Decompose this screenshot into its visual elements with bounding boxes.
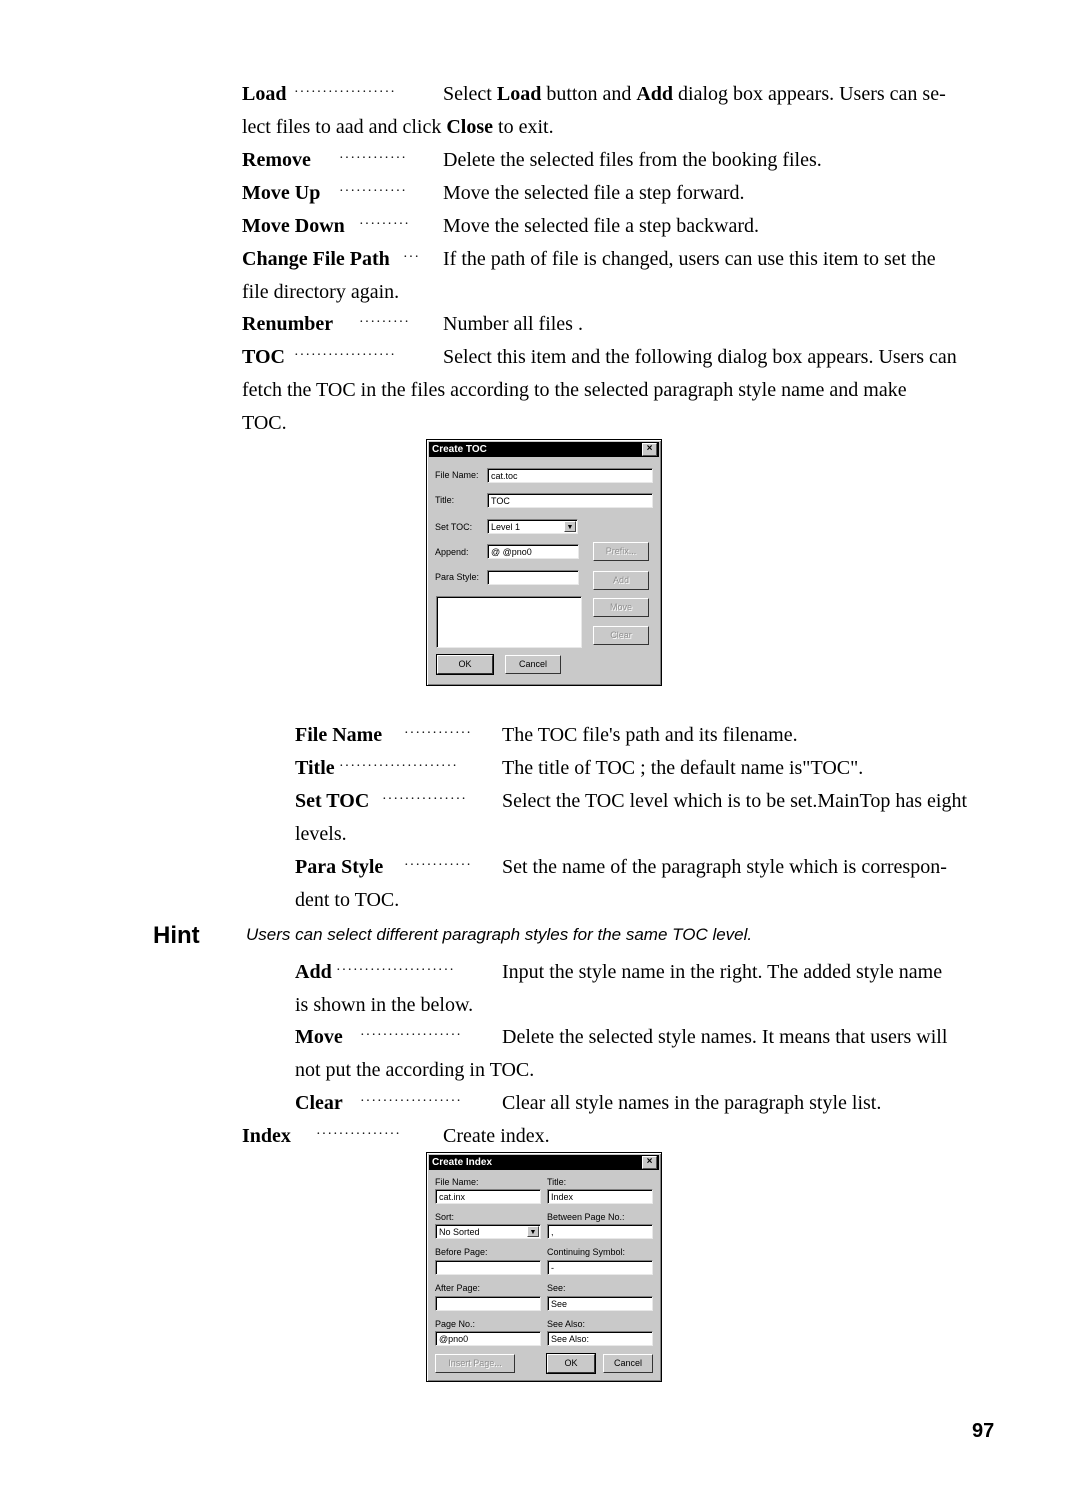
term-para-style: Para Style [295,856,384,878]
cancel-button[interactable]: Cancel [603,1354,653,1373]
leader-dots: ············ [339,151,407,166]
term-change-file-path: Change File Path [242,248,390,270]
file-name-field[interactable]: cat.toc [487,468,653,483]
desc-set-toc: Select the TOC level which is to be set.MainTop has eight [502,790,967,812]
chevron-down-icon[interactable]: ▼ [527,1226,539,1237]
leader-dots: ··············· [316,1127,401,1142]
chevron-down-icon[interactable]: ▼ [564,521,576,532]
leader-dots: ·················· [360,1094,462,1109]
desc-load: Select Load button and Add dialog box appears. Users can se- [443,83,946,105]
desc-add-continued: is shown in the below. [295,994,474,1016]
desc-add: Input the style name in the right. The added style name [502,961,943,983]
term-renumber: Renumber [242,313,334,335]
desc-move-down: Move the selected file a step backward. [443,215,759,237]
set-toc-label: Set TOC: [435,522,473,532]
term-index: Index [242,1125,291,1147]
entry-set-toc [295,785,1002,818]
continuing-symbol-label: Continuing Symbol: [547,1247,626,1257]
set-toc-select[interactable] [487,519,578,534]
append-label: Append: [435,547,469,557]
before-page-label: Before Page: [435,1247,488,1257]
between-page-label: Between Page No.: [547,1212,625,1222]
hint-text: Users can select different paragraph styles for the same TOC level. [246,925,753,944]
term-file-name: File Name [295,724,383,746]
leader-dots: ··············· [382,792,467,807]
para-style-list[interactable] [436,596,582,648]
create-toc-dialog [426,439,662,686]
leader-dots: ·················· [360,1028,462,1043]
desc-toc-continued: fetch the TOC in the files according to the selected paragraph style name and make [242,379,907,401]
title-field[interactable]: Index [547,1189,653,1204]
title-label: Title: [435,495,455,505]
entry-renumber [242,308,1002,341]
entry-add [295,956,1002,989]
page-number: 97 [972,1420,995,1442]
insert-page-button[interactable]: Insert Page... [435,1354,515,1373]
desc-change-file-path-continued: file directory again. [242,281,400,303]
desc-renumber: Number all files . [443,313,583,335]
para-style-field[interactable] [487,570,579,585]
desc-clear: Clear all style names in the paragraph style list. [502,1092,882,1114]
desc-title: The title of TOC ; the default name is"TOC". [502,757,864,779]
continuing-symbol-field[interactable]: - [547,1260,653,1275]
entry-remove [242,144,1002,177]
prefix-button[interactable]: Prefix... [593,542,649,561]
desc-move-continued: not put the according in TOC. [295,1059,535,1081]
see-label: See: [547,1283,566,1293]
entry-para-style [295,851,1002,884]
term-title: Title [295,757,335,779]
desc-remove: Delete the selected files from the booking files. [443,149,822,171]
see-field[interactable]: See [547,1296,653,1311]
close-icon[interactable]: × [642,443,657,456]
leader-dots: ··· [403,250,420,265]
term-toc: TOC [242,346,285,368]
entry-change-file-path [242,243,1002,276]
dialog-title: Create TOC [432,444,487,455]
sort-select[interactable] [435,1224,541,1239]
entry-title [295,752,1002,785]
page-no-field[interactable]: @pno0 [435,1331,541,1346]
create-index-dialog [426,1152,662,1382]
desc-move: Delete the selected style names. It means that users will [502,1026,948,1048]
see-also-field[interactable]: See Also: [547,1331,653,1346]
leader-dots: ············ [339,184,407,199]
title-label: Title: [547,1177,567,1187]
desc-change-file-path: If the path of file is changed, users can use this item to set the [443,248,936,270]
set-toc-value: Level 1 [491,522,521,532]
title-field[interactable]: TOC [487,493,653,508]
entry-move-down [242,210,1002,243]
dialog-title: Create Index [432,1157,493,1168]
term-add: Add [295,961,332,983]
desc-index: Create index. [443,1125,550,1147]
sort-value: No Sorted [439,1227,480,1237]
dialog-title-bar [429,1155,659,1170]
desc-toc: Select this item and the following dialog box appears. Users can [443,346,957,368]
entry-index [242,1120,1002,1153]
desc-para-style: Set the name of the paragraph style which is correspon- [502,856,947,878]
add-button[interactable]: Add [593,571,649,590]
entry-move-up [242,177,1002,210]
append-field[interactable]: @ @pno0 [487,544,579,559]
para-style-label: Para Style: [435,572,480,582]
leader-dots: ········· [359,217,410,232]
after-page-label: After Page: [435,1283,481,1293]
hint-label: Hint [153,922,200,949]
desc-move-up: Move the selected file a step forward. [443,182,745,204]
leader-dots: ····················· [336,963,455,978]
entry-file-name [295,719,1002,752]
term-move: Move [295,1026,343,1048]
entry-load [242,78,1002,111]
term-move-down: Move Down [242,215,345,237]
clear-button[interactable]: Clear [593,626,649,645]
desc-load-continued: lect files to aad and click Close to exit. [242,116,554,138]
before-page-field[interactable] [435,1260,541,1275]
entry-move [295,1021,1002,1054]
move-button[interactable]: Move [593,598,649,617]
leader-dots: ·················· [294,348,396,363]
ok-button[interactable]: OK [437,655,493,674]
term-remove: Remove [242,149,311,171]
see-also-label: See Also: [547,1319,586,1329]
after-page-field[interactable] [435,1296,541,1311]
page-no-label: Page No.: [435,1319,476,1329]
sort-label: Sort: [435,1212,455,1222]
entry-clear [295,1087,1002,1120]
cancel-button[interactable]: Cancel [505,655,561,674]
desc-para-style-continued: dent to TOC. [295,889,400,911]
desc-toc-continued-2: TOC. [242,412,287,434]
desc-set-toc-continued: levels. [295,823,347,845]
dialog-title-bar [429,442,659,457]
leader-dots: ············ [404,726,472,741]
between-page-field[interactable]: , [547,1224,653,1239]
term-clear: Clear [295,1092,343,1114]
leader-dots: ············ [404,858,472,873]
close-icon[interactable]: × [642,1156,657,1169]
leader-dots: ····················· [339,759,458,774]
leader-dots: ········· [359,315,410,330]
term-move-up: Move Up [242,182,321,204]
leader-dots: ·················· [294,85,396,100]
file-name-label: File Name: [435,1177,479,1187]
desc-file-name: The TOC file's path and its filename. [502,724,798,746]
term-load: Load [242,83,287,105]
term-set-toc: Set TOC [295,790,370,812]
file-name-field[interactable]: cat.inx [435,1189,541,1204]
file-name-label: File Name: [435,470,479,480]
ok-button[interactable]: OK [547,1354,595,1373]
entry-toc [242,341,1002,374]
